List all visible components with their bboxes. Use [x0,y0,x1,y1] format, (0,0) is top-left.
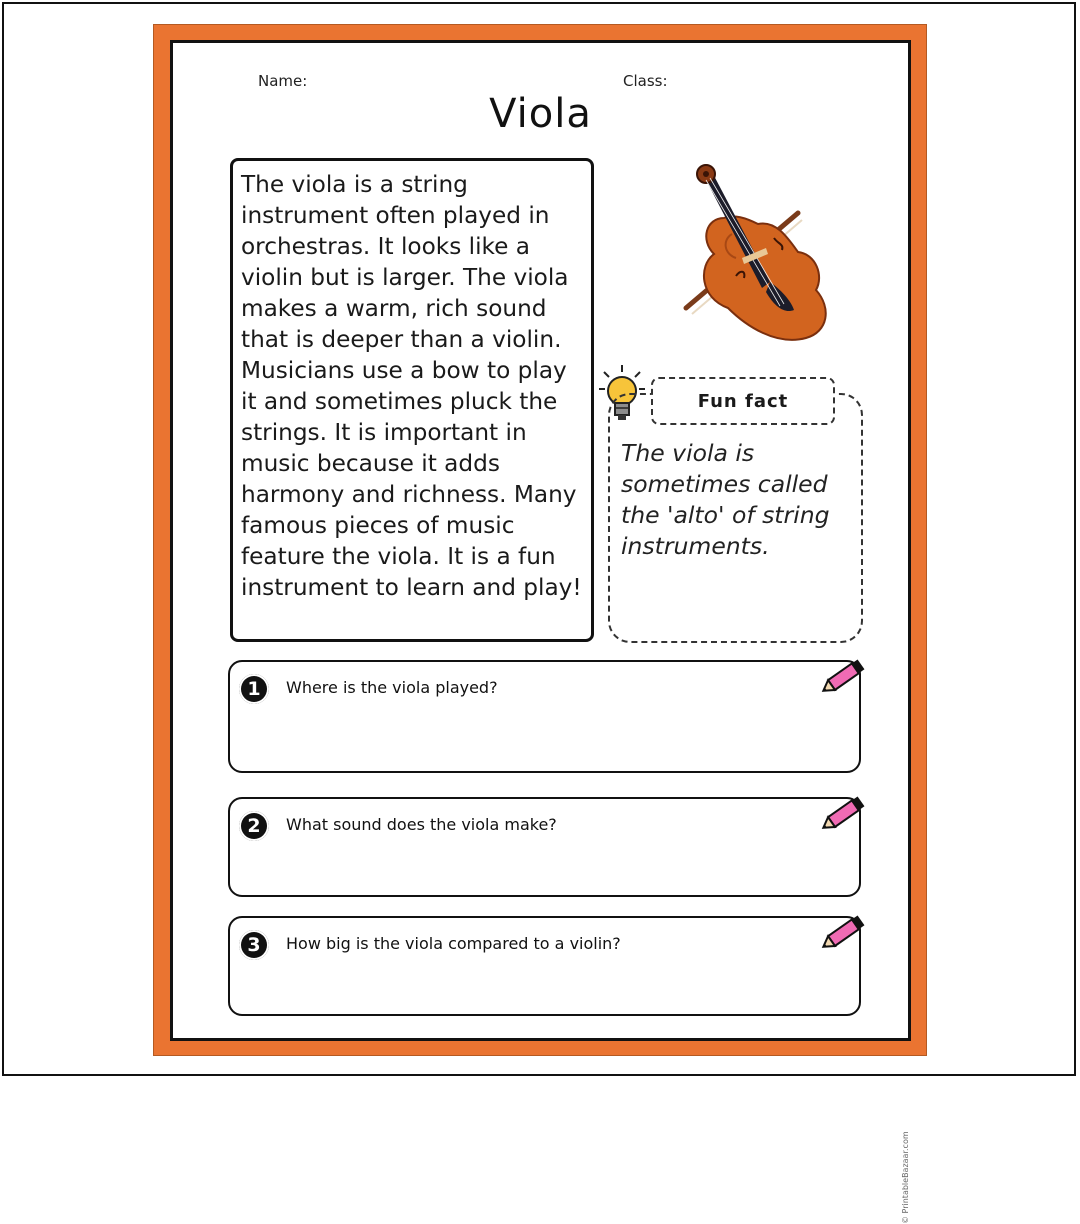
viola-illustration [666,158,836,353]
pencil-icon [817,910,869,956]
question-text-3: How big is the viola compared to a violin? [286,934,621,953]
question-number-1: 1 [239,674,269,704]
fun-fact-text: The viola is sometimes called the 'alto' of string instruments. [621,439,830,560]
question-text-2: What sound does the viola make? [286,815,557,834]
question-box-2[interactable] [228,797,861,897]
question-number-2: 2 [239,811,269,841]
pencil-icon [817,654,869,700]
name-label: Name: [258,72,308,90]
fun-fact-label: Fun fact [651,377,835,425]
class-label: Class: [623,72,668,90]
worksheet [170,40,911,1224]
page-title: Viola [489,91,592,137]
question-number-3: 3 [239,930,269,960]
pencil-icon [817,791,869,837]
question-box-3[interactable] [228,916,861,1016]
question-box-1[interactable] [228,660,861,773]
worksheet-border [153,24,927,1224]
credit-text: © PrintableBazaar.com [901,1131,910,1224]
reading-passage: The viola is a string instrument often played in orchestras. It looks like a violin but is larger. The viola makes a warm, rich sound that is deeper than a violin. Musicians use a bow to play it and sometimes pluck the strings. It is important in music because it adds harmony and richness. Many famous pieces of music feature the viola. It is a fun instrument to learn and play! [230,158,594,642]
question-text-1: Where is the viola played? [286,678,498,697]
